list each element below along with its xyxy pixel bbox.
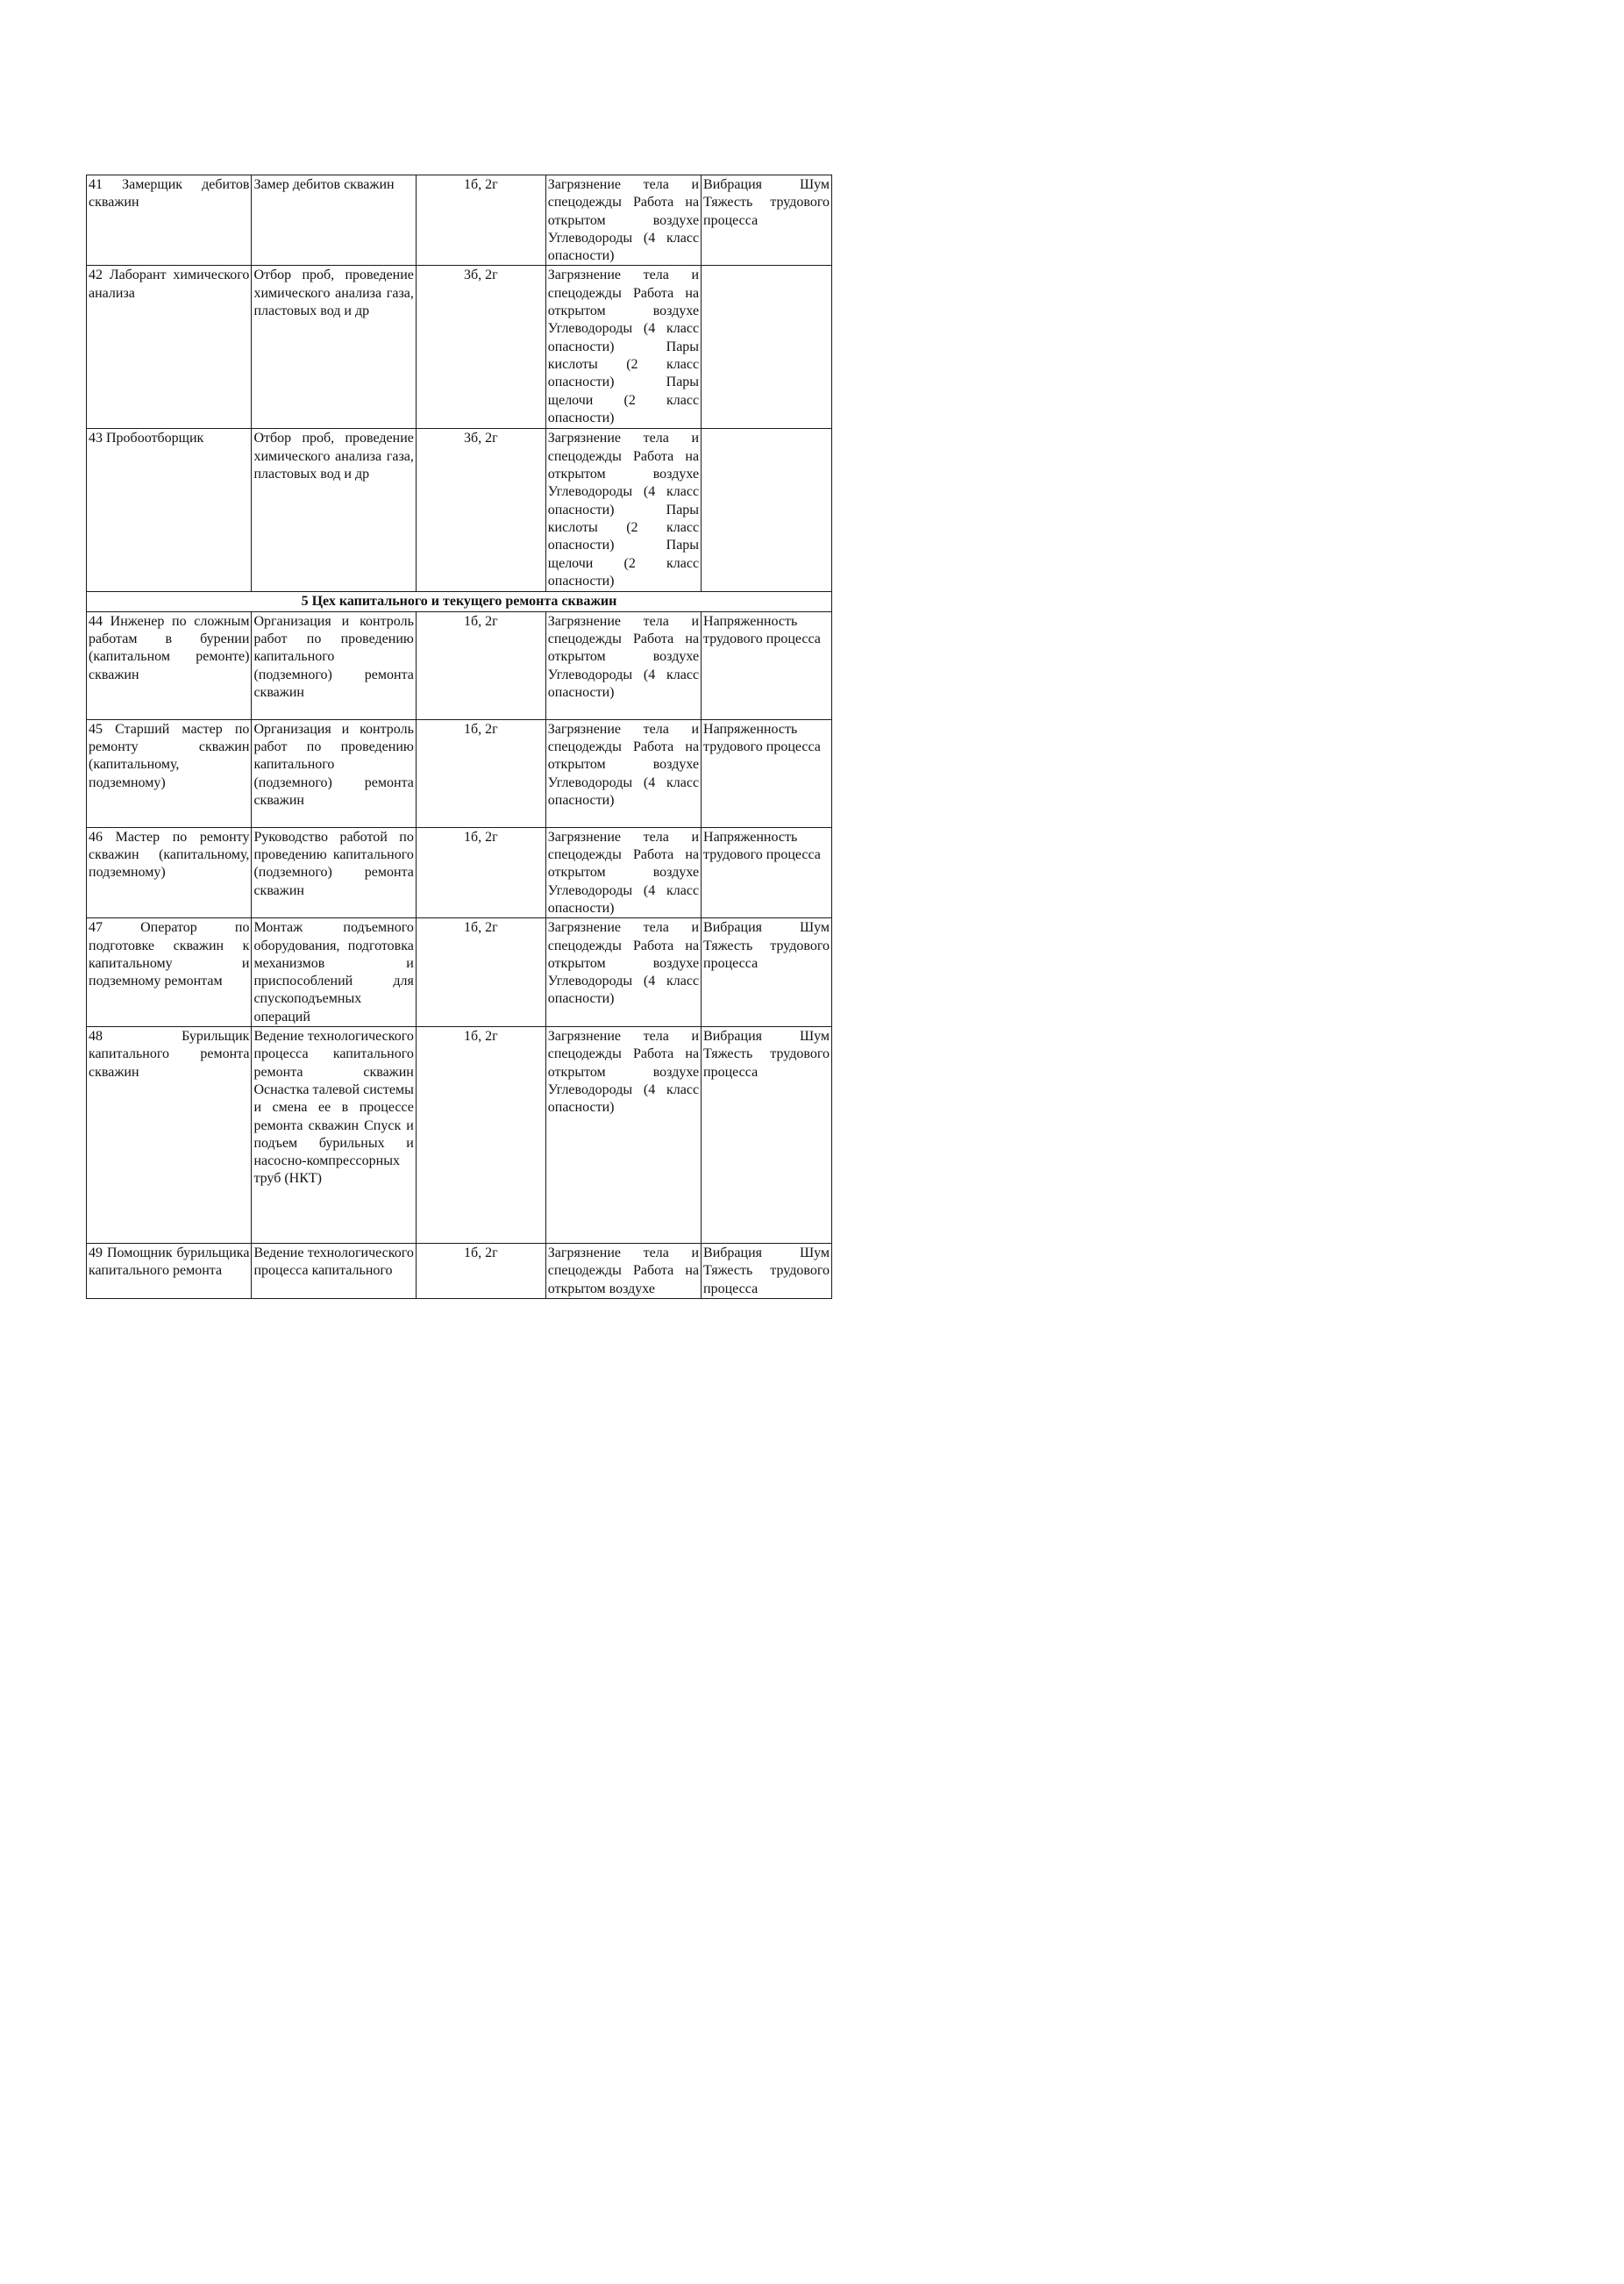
table-row	[87, 611, 832, 719]
hazard-class-cell: 1б, 2г	[416, 719, 545, 827]
section-header-row	[87, 592, 832, 611]
additional-factors-cell: Напряженность трудового процесса	[702, 719, 832, 827]
table-row	[87, 1244, 832, 1299]
profession-cell: 43 Пробоотборщик	[87, 429, 252, 592]
additional-factors-cell: Вибрация Шум Тяжесть трудового процесса	[702, 1244, 832, 1299]
hazard-class-cell: 1б, 2г	[416, 611, 545, 719]
additional-factors-cell: Вибрация Шум Тяжесть трудового процесса	[702, 175, 832, 266]
additional-factors-cell	[702, 266, 832, 429]
profession-cell: 42 Лаборант химического анализа	[87, 266, 252, 429]
profession-cell: 45 Старший мастер по ремонту скважин (капитальному, подземному)	[87, 719, 252, 827]
harmful-factors-cell: Загрязнение тела и спецодежды Работа на открытом воздухе Углеводороды (4 класс опасности)	[545, 1027, 701, 1244]
profession-cell: 47 Оператор по подготовке скважин к капитальному и подземному ремонтам	[87, 918, 252, 1027]
section-title: 5 Цех капитального и текущего ремонта скважин	[87, 592, 832, 611]
hazard-class-cell: 1б, 2г	[416, 827, 545, 917]
work-description-cell: Монтаж подъемного оборудования, подготовка механизмов и приспособлений для спускоподъемных операций	[252, 918, 416, 1027]
table-row	[87, 266, 832, 429]
hazard-class-cell: 1б, 2г	[416, 175, 545, 266]
table-body	[87, 175, 832, 1299]
hazard-class-cell: 3б, 2г	[416, 266, 545, 429]
harmful-factors-cell: Загрязнение тела и спецодежды Работа на открытом воздухе Углеводороды (4 класс опасности)	[545, 918, 701, 1027]
profession-cell: 44 Инженер по сложным работам в бурении (капитальном ремонте) скважин	[87, 611, 252, 719]
table-row	[87, 719, 832, 827]
work-description-cell: Замер дебитов скважин	[252, 175, 416, 266]
additional-factors-cell: Вибрация Шум Тяжесть трудового процесса	[702, 1027, 832, 1244]
hazard-class-cell: 1б, 2г	[416, 918, 545, 1027]
hazard-class-cell: 1б, 2г	[416, 1244, 545, 1299]
table-row	[87, 827, 832, 917]
table-row	[87, 429, 832, 592]
table-row	[87, 1027, 832, 1244]
hazard-class-cell: 1б, 2г	[416, 1027, 545, 1244]
additional-factors-cell: Вибрация Шум Тяжесть трудового процесса	[702, 918, 832, 1027]
harmful-factors-cell: Загрязнение тела и спецодежды Работа на открытом воздухе Углеводороды (4 класс опасности)	[545, 719, 701, 827]
occupations-table	[86, 175, 832, 1299]
profession-cell: 48 Бурильщик капитального ремонта скважин	[87, 1027, 252, 1244]
work-description-cell: Руководство работой по проведению капитального (подземного) ремонта скважин	[252, 827, 416, 917]
work-description-cell: Отбор проб, проведение химического анализа газа, пластовых вод и др	[252, 266, 416, 429]
harmful-factors-cell: Загрязнение тела и спецодежды Работа на открытом воздухе Углеводороды (4 класс опасности) Пары кислоты (2 класс опасности) Пары щелочи (2 класс опасности)	[545, 266, 701, 429]
profession-cell: 49 Помощник бурильщика капитального ремонта	[87, 1244, 252, 1299]
additional-factors-cell: Напряженность трудового процесса	[702, 611, 832, 719]
work-description-cell: Организация и контроль работ по проведению капитального (подземного) ремонта скважин	[252, 719, 416, 827]
work-description-cell: Ведение технологического процесса капитального ремонта скважин Оснастка талевой системы и смена ее в процессе ремонта скважин Спуск и подъем бурильных и насосно-компрессорных труб (НКТ)	[252, 1027, 416, 1244]
hazard-class-cell: 3б, 2г	[416, 429, 545, 592]
harmful-factors-cell: Загрязнение тела и спецодежды Работа на открытом воздухе Углеводороды (4 класс опасности)	[545, 175, 701, 266]
work-description-cell: Отбор проб, проведение химического анализа газа, пластовых вод и др	[252, 429, 416, 592]
additional-factors-cell	[702, 429, 832, 592]
profession-cell: 41 Замерщик дебитов скважин	[87, 175, 252, 266]
additional-factors-cell: Напряженность трудового процесса	[702, 827, 832, 917]
table-row	[87, 175, 832, 266]
table-row	[87, 918, 832, 1027]
harmful-factors-cell: Загрязнение тела и спецодежды Работа на открытом воздухе	[545, 1244, 701, 1299]
work-description-cell: Организация и контроль работ по проведению капитального (подземного) ремонта скважин	[252, 611, 416, 719]
profession-cell: 46 Мастер по ремонту скважин (капитальному, подземному)	[87, 827, 252, 917]
work-description-cell: Ведение технологического процесса капитального	[252, 1244, 416, 1299]
harmful-factors-cell: Загрязнение тела и спецодежды Работа на открытом воздухе Углеводороды (4 класс опасности)	[545, 611, 701, 719]
harmful-factors-cell: Загрязнение тела и спецодежды Работа на открытом воздухе Углеводороды (4 класс опасности)	[545, 827, 701, 917]
harmful-factors-cell: Загрязнение тела и спецодежды Работа на открытом воздухе Углеводороды (4 класс опасности) Пары кислоты (2 класс опасности) Пары щелочи (2 класс опасности)	[545, 429, 701, 592]
